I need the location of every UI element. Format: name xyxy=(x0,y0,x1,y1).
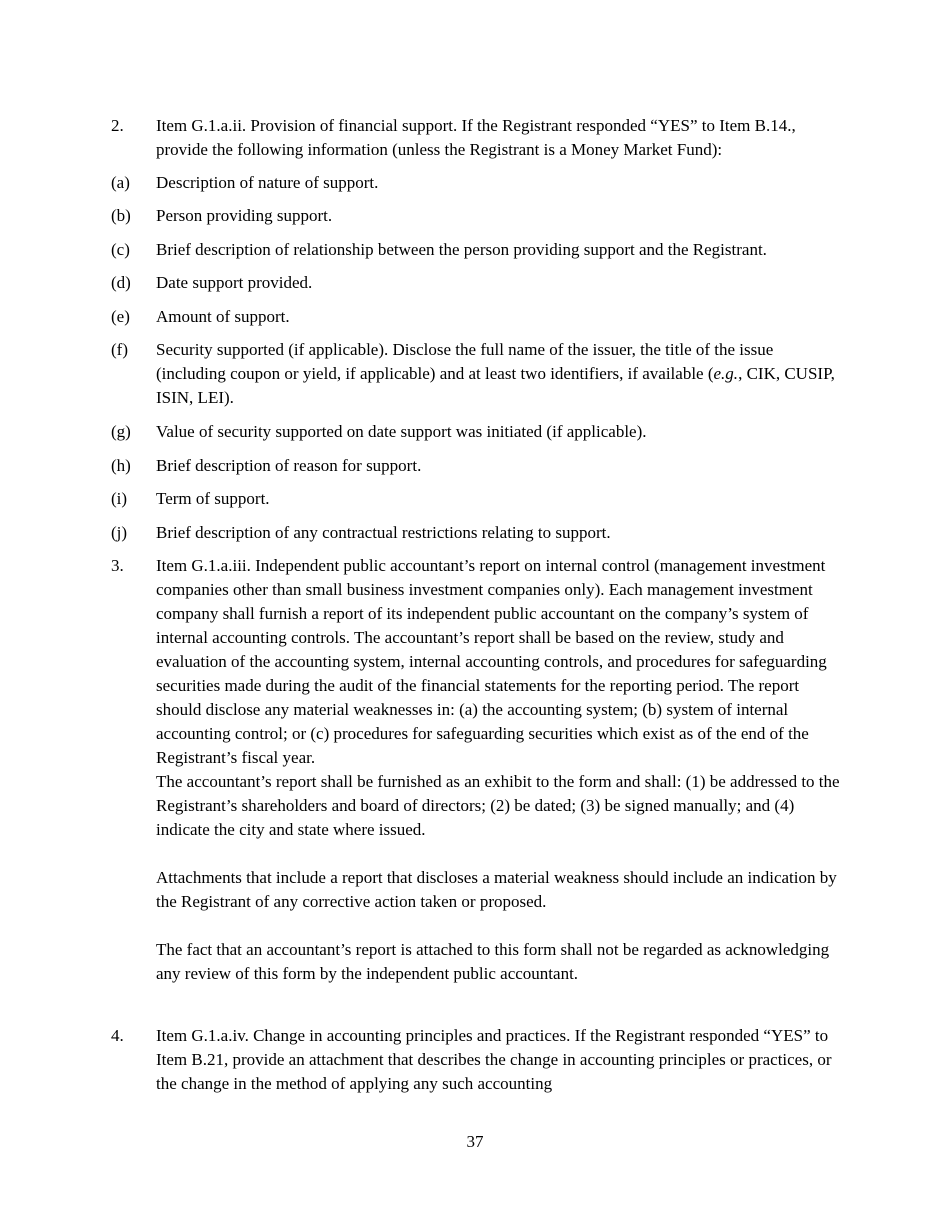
item-text xyxy=(156,338,846,410)
item-label: (f) xyxy=(111,340,128,359)
item-text: Brief description of relationship between the person providing support and the Registrant. xyxy=(156,240,767,259)
item-text: Description of nature of support. xyxy=(156,173,379,192)
item-label: (a) xyxy=(111,173,130,192)
item-text: Brief description of any contractual restrictions relating to support. xyxy=(156,523,611,542)
item-label: (i) xyxy=(111,489,128,508)
item-text-italic: e.g. xyxy=(713,364,739,383)
item-label: (h) xyxy=(111,456,131,475)
item-text: Term of support. xyxy=(156,489,270,508)
item-label: (j) xyxy=(111,523,128,542)
paragraph: Item G.1.a.iii. Independent public accountant’s report on internal control (management investment companies other than small business investment companies only). Each management investment company shall furnish a report of its independent public accountant on the company’s system of internal accounting controls. The accountant’s report shall be based on the review, study and evaluation of the accounting system, internal accounting controls, and procedures for safeguarding securities made during the audit of the financial statements for the reporting period. The report should disclose any material weaknesses in: (a) the accounting system; (b) system of internal accounting control; or (c) procedures for safeguarding securities which exist as of the end of the Registrant’s fiscal year. xyxy=(156,556,827,767)
paragraph: The fact that an accountant’s report is attached to this form shall not be regarded as acknowledging any review of this form by the independent public accountant. xyxy=(156,940,830,983)
page-number: 37 xyxy=(466,1132,484,1151)
item-label: 2. xyxy=(111,116,124,135)
item-label: 4. xyxy=(111,1026,124,1045)
item-label: (g) xyxy=(111,422,131,441)
item-text-part: Security supported (if applicable). Disclose the full name of the issuer, the title of the issue (including coupon or yield, if applicable) and at least two identifiers, if available ( xyxy=(156,340,774,383)
item-text xyxy=(156,554,846,986)
item-text-part: , CIK, CUSIP, ISIN, LEI). xyxy=(156,364,835,407)
item-text: Person providing support. xyxy=(156,206,333,225)
item-label: (c) xyxy=(111,240,130,259)
item-text: Brief description of reason for support. xyxy=(156,456,422,475)
item-text: Item G.1.a.ii. Provision of financial support. If the Registrant responded “YES” to Item B.14., provide the following information (unless the Registrant is a Money Market Fund): xyxy=(156,116,796,159)
item-label: (b) xyxy=(111,206,131,225)
item-text: Item G.1.a.iv. Change in accounting principles and practices. If the Registrant responded “YES” to Item B.21, provide an attachment that describes the change in accounting principles or practices, or the change in the method of applying any such accounting xyxy=(156,1026,832,1093)
item-label: (d) xyxy=(111,273,131,292)
paragraph: The accountant’s report shall be furnished as an exhibit to the form and shall: (1) be addressed to the Registrant’s shareholders and board of directors; (2) be dated; (3) be signed manually; and (4) indicate the city and state where issued. xyxy=(156,772,840,839)
item-label: (e) xyxy=(111,307,130,326)
item-label: 3. xyxy=(111,556,124,575)
paragraph-gap xyxy=(156,842,846,866)
paragraph: Attachments that include a report that discloses a material weakness should include an indication by the Registrant of any corrective action taken or proposed. xyxy=(156,868,837,911)
paragraph-gap xyxy=(156,914,846,938)
item-text: Value of security supported on date support was initiated (if applicable). xyxy=(156,422,647,441)
item-text: Amount of support. xyxy=(156,307,290,326)
item-text: Date support provided. xyxy=(156,273,313,292)
